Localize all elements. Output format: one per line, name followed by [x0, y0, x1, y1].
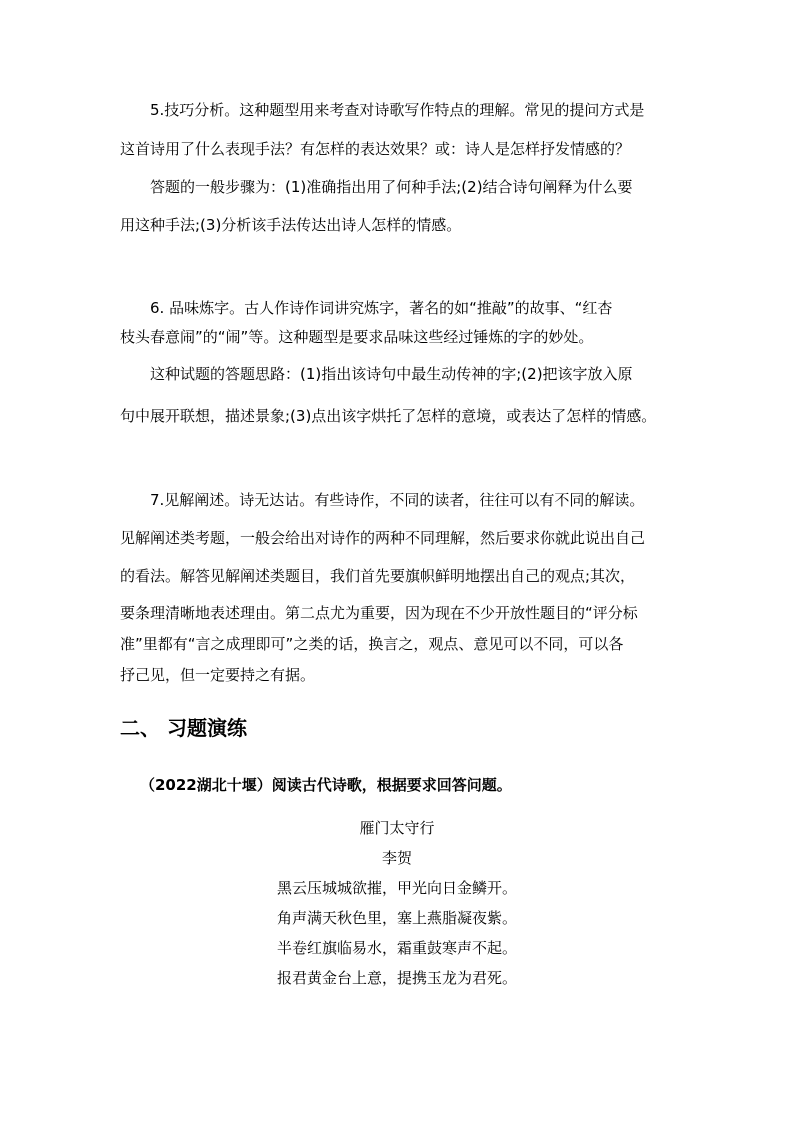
section5-line-4: 用这种手法;(3)分析该手法传达出诗人怎样的情感。: [120, 216, 462, 234]
section7-line-3: 的看法。解答见解阐述类题目，我们首先要旗帜鲜明地摆出自己的观点;其次，: [120, 567, 636, 585]
section5-line-2: 这首诗用了什么表现手法？有怎样的表达效果？或：诗人是怎样抒发情感的？: [120, 140, 631, 158]
section6-line-2: 枝头春意闹”的“闹”等。这种题型是要求品味这些经过锤炼的字的妙处。: [120, 328, 594, 346]
poem-line-2: 角声满天秋色里，塞上燕脂凝夜紫。: [276, 909, 517, 927]
section6-line-3: 这种试题的答题思路：(1)指出该诗句中最生动传神的字;(2)把该字放入原: [150, 365, 633, 383]
section7-line-6: 抒己见，但一定要持之有据。: [120, 666, 316, 684]
poem-line-1: 黑云压城城欲摧，甲光向日金鳞开。: [276, 879, 517, 897]
exercise-question: （2022湖北十堰）阅读古代诗歌，根据要求回答问题。: [140, 776, 512, 794]
poem-line-4: 报君黄金台上意，提携玉龙为君死。: [276, 969, 517, 987]
section5-line-3: 答题的一般步骤为：(1)准确指出用了何种手法;(2)结合诗句阐释为什么要: [150, 178, 633, 196]
section6-line-4: 句中展开联想，描述景象;(3)点出该字烘托了怎样的意境，或表达了怎样的情感。: [120, 407, 657, 425]
poem-author: 李贺: [381, 849, 412, 867]
section6-line-1: 6. 品味炼字。古人作诗作词讲究炼字，著名的如“推敲”的故事、“红杏: [150, 299, 613, 317]
poem-title: 雁门太守行: [359, 819, 435, 837]
poem-line-3: 半卷红旗临易水，霜重鼓寒声不起。: [276, 939, 517, 957]
section7-line-2: 见解阐述类考题，一般会给出对诗作的两种不同理解，然后要求你就此说出自己: [120, 529, 646, 547]
section7-line-1: 7.见解阐述。诗无达诂。有些诗作，不同的读者，往往可以有不同的解读。: [150, 491, 645, 509]
section7-line-5: 准”里都有“言之成理即可”之类的话，换言之，观点、意见可以不同，可以各: [120, 635, 624, 653]
exercise-heading: 二、 习题演练: [120, 716, 247, 740]
section7-line-4: 要条理清晰地表述理由。第二点尤为重要，因为现在不少开放性题目的“评分标: [120, 604, 638, 622]
section5-line-1: 5.技巧分析。这种题型用来考查对诗歌写作特点的理解。常见的提问方式是: [150, 101, 645, 119]
